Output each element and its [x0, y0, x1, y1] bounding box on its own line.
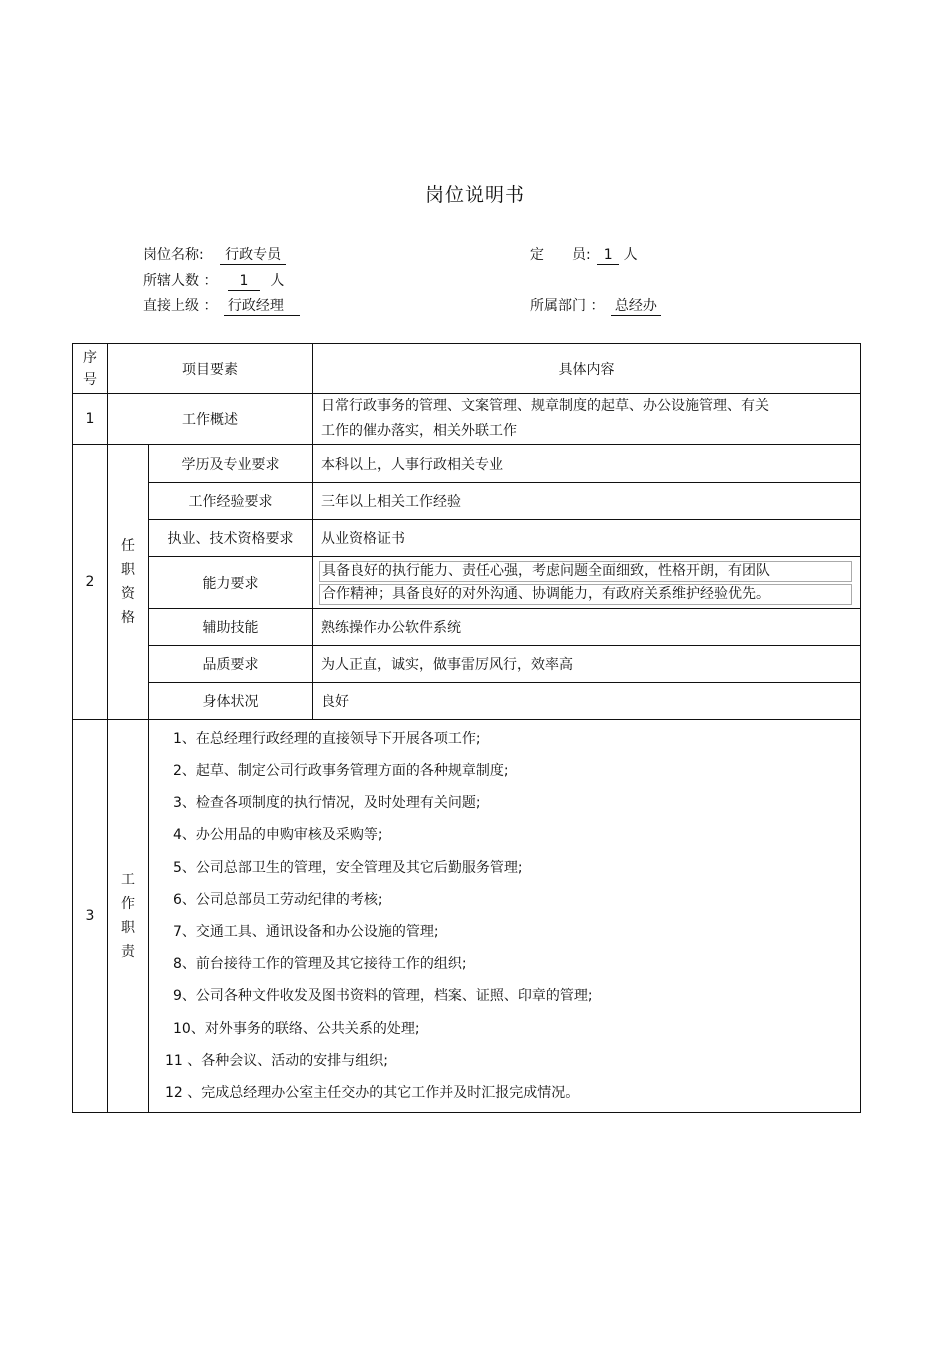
list-item: 9、公司各种文件收发及图书资料的管理，档案、证照、印章的管理; [173, 988, 593, 1005]
position-label: 岗位名称: [143, 247, 204, 263]
duties-list [149, 720, 861, 1113]
requirement-label: 品质要求 [149, 646, 313, 683]
row2-group: 任 职 资 格 [108, 445, 149, 720]
table-row [73, 483, 861, 520]
headcount-value: 1 [597, 247, 619, 265]
row1-item: 工作概述 [108, 394, 313, 445]
table-row [73, 445, 861, 483]
list-item: 10、对外事务的联络、公共关系的处理; [173, 1020, 420, 1037]
requirement-label: 学历及专业要求 [149, 445, 313, 483]
list-item: 6、公司总部员工劳动纪律的考核; [173, 891, 383, 908]
list-item: 3、检查各项制度的执行情况，及时处理有关问题; [173, 795, 481, 812]
requirement-value: 从业资格证书 [313, 520, 861, 557]
table-row [73, 520, 861, 557]
job-description-table [72, 343, 861, 1113]
document-title: 岗位说明书 [424, 184, 525, 206]
row1-seq: 1 [73, 394, 108, 445]
subordinates-unit: 人 [270, 273, 285, 289]
requirement-value: 熟练操作办公软件系统 [313, 609, 861, 646]
table-row [73, 683, 861, 720]
supervisor-value: 行政经理 [224, 298, 300, 316]
headcount-unit: 人 [623, 247, 638, 263]
subordinates-field [143, 270, 284, 291]
department-field [530, 295, 661, 316]
requirement-label: 执业、技术资格要求 [149, 520, 313, 557]
requirement-value: 良好 [313, 683, 861, 720]
header-content: 具体内容 [313, 344, 861, 394]
requirement-label: 辅助技能 [149, 609, 313, 646]
row3-seq: 3 [73, 720, 108, 1113]
requirement-label: 身体状况 [149, 683, 313, 720]
subordinates-label: 所辖人数 ： [143, 273, 218, 289]
table-row [73, 609, 861, 646]
headcount-label: 定 员: [530, 247, 591, 263]
list-item: 12 、完成总经理办公室主任交办的其它工作并及时汇报完成情况。 [165, 1085, 580, 1102]
requirement-value: 具备良好的执行能力、责任心强，考虑问题全面细致，性格开朗，有团队 合作精神；具备良好的对外沟通、协调能力，有政府关系维护经验优先。 [313, 557, 861, 609]
supervisor-label: 直接上级 ： [143, 298, 218, 314]
requirement-value: 本科以上，人事行政相关专业 [313, 445, 861, 483]
table-header-row [73, 344, 861, 394]
department-value: 总经办 [611, 298, 661, 316]
subordinates-value: 1 [228, 273, 260, 291]
list-item: 8、前台接待工作的管理及其它接待工作的组织; [173, 956, 467, 973]
list-item: 7、交通工具、通讯设备和办公设施的管理; [173, 924, 439, 940]
table-row [73, 394, 861, 445]
list-item: 5、公司总部卫生的管理，安全管理及其它后勤服务管理; [173, 859, 523, 876]
position-field [143, 244, 286, 265]
table-row [73, 557, 861, 609]
requirement-label: 工作经验要求 [149, 483, 313, 520]
requirement-value: 为人正直，诚实，做事雷厉风行，效率高 [313, 646, 861, 683]
header-seq: 序 号 [73, 344, 108, 394]
supervisor-field [143, 295, 300, 316]
list-item: 2、起草、制定公司行政事务管理方面的各种规章制度; [173, 762, 509, 779]
list-item: 11 、各种会议、活动的安排与组织; [165, 1052, 388, 1069]
row2-seq: 2 [73, 445, 108, 720]
headcount-field [530, 244, 638, 265]
requirement-label: 能力要求 [149, 557, 313, 609]
department-label: 所属部门 ： [530, 298, 605, 314]
row1-content: 日常行政事务的管理、文案管理、规章制度的起草、办公设施管理、有关 工作的催办落实，相关外联工作 [313, 394, 861, 445]
requirement-value: 三年以上相关工作经验 [313, 483, 861, 520]
row3-group: 工 作 职 责 [108, 720, 149, 1113]
table-row [73, 646, 861, 683]
header-item: 项目要素 [108, 344, 313, 394]
table-row [73, 720, 861, 1113]
list-item: 4、办公用品的申购审核及采购等; [173, 827, 383, 844]
list-item: 1、在总经理行政经理的直接领导下开展各项工作; [173, 730, 481, 747]
position-value: 行政专员 [220, 247, 286, 265]
